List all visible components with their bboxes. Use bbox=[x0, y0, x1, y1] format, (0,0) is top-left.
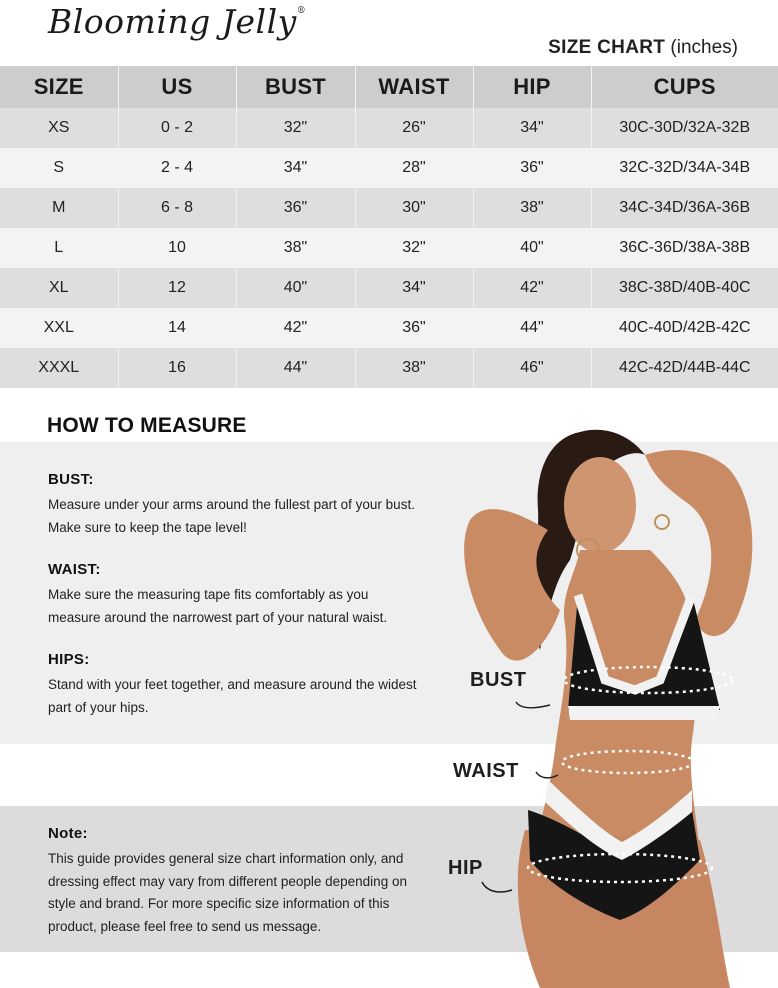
cell-cups: 38C-38D/40B-40C bbox=[591, 268, 778, 308]
waist-line-1: Make sure the measuring tape fits comfortably as you bbox=[48, 587, 369, 602]
cell-waist: 36" bbox=[355, 308, 473, 348]
column-header-waist: WAIST bbox=[355, 66, 473, 108]
cell-bust: 36" bbox=[236, 188, 355, 228]
table-row bbox=[0, 228, 778, 268]
cell-hip: 46" bbox=[473, 348, 591, 388]
column-header-size: SIZE bbox=[0, 66, 118, 108]
table-row bbox=[0, 148, 778, 188]
cell-waist: 38" bbox=[355, 348, 473, 388]
bust-arrow-icon bbox=[516, 702, 550, 708]
cell-bust: 40" bbox=[236, 268, 355, 308]
note-line-2: dressing effect may vary from different people depending on bbox=[48, 873, 407, 889]
cell-us: 6 - 8 bbox=[118, 188, 236, 228]
note-heading: Note: bbox=[48, 825, 88, 842]
cell-waist: 32" bbox=[355, 228, 473, 268]
waist-label: WAIST bbox=[453, 760, 519, 782]
cell-us: 10 bbox=[118, 228, 236, 268]
column-header-bust: BUST bbox=[236, 66, 355, 108]
column-header-us: US bbox=[118, 66, 236, 108]
table-row bbox=[0, 188, 778, 228]
cell-size: XXXL bbox=[0, 348, 118, 388]
bust-label: BUST bbox=[470, 669, 527, 691]
cell-size: L bbox=[0, 228, 118, 268]
cell-hip: 34" bbox=[473, 108, 591, 148]
cell-bust: 34" bbox=[236, 148, 355, 188]
cell-us: 14 bbox=[118, 308, 236, 348]
column-header-hip: HIP bbox=[473, 66, 591, 108]
brand-name: Blooming Jelly bbox=[48, 2, 297, 41]
cell-cups: 40C-40D/42B-42C bbox=[591, 308, 778, 348]
cell-cups: 36C-36D/38A-38B bbox=[591, 228, 778, 268]
cell-size: XL bbox=[0, 268, 118, 308]
table-row bbox=[0, 268, 778, 308]
note-block bbox=[48, 825, 438, 938]
cell-bust: 32" bbox=[236, 108, 355, 148]
cell-size: M bbox=[0, 188, 118, 228]
hips-line-2: part of your hips. bbox=[48, 699, 149, 715]
cell-hip: 40" bbox=[473, 228, 591, 268]
cell-waist: 26" bbox=[355, 108, 473, 148]
note-line-3: style and brand. For more specific size information of this bbox=[48, 896, 390, 911]
hip-label: HIP bbox=[448, 857, 483, 879]
table-header-row bbox=[0, 66, 778, 108]
cell-cups: 30C-30D/32A-32B bbox=[591, 108, 778, 148]
model-face bbox=[564, 457, 636, 553]
cell-us: 16 bbox=[118, 348, 236, 388]
bust-line-1: Measure under your arms around the fullest part of your bust. bbox=[48, 497, 415, 512]
table-row bbox=[0, 108, 778, 148]
hip-arrow-icon bbox=[482, 882, 512, 892]
cell-hip: 38" bbox=[473, 188, 591, 228]
cell-size: XS bbox=[0, 108, 118, 148]
cell-bust: 42" bbox=[236, 308, 355, 348]
column-header-cups: CUPS bbox=[591, 66, 778, 108]
cell-size: XXL bbox=[0, 308, 118, 348]
hips-instructions bbox=[48, 651, 448, 719]
bikini-band bbox=[568, 706, 720, 720]
size-chart-unit: (inches) bbox=[670, 37, 738, 58]
registered-mark: ® bbox=[296, 6, 307, 16]
waist-instructions bbox=[48, 561, 448, 629]
table-row bbox=[0, 308, 778, 348]
cell-hip: 44" bbox=[473, 308, 591, 348]
hips-heading: HIPS: bbox=[48, 651, 90, 668]
note-line-4: product, please feel free to send us message. bbox=[48, 918, 322, 934]
cell-cups: 32C-32D/34A-34B bbox=[591, 148, 778, 188]
size-chart-title: SIZE CHART bbox=[548, 37, 666, 58]
size-chart-heading bbox=[548, 37, 738, 59]
cell-cups: 34C-34D/36A-36B bbox=[591, 188, 778, 228]
cell-us: 2 - 4 bbox=[118, 148, 236, 188]
cell-us: 0 - 2 bbox=[118, 108, 236, 148]
model-figure bbox=[430, 410, 778, 988]
cell-hip: 42" bbox=[473, 268, 591, 308]
cell-waist: 28" bbox=[355, 148, 473, 188]
cell-waist: 30" bbox=[355, 188, 473, 228]
cell-bust: 38" bbox=[236, 228, 355, 268]
waist-line-2: measure around the narrowest part of your natural waist. bbox=[48, 609, 388, 625]
table-row bbox=[0, 348, 778, 388]
model-illustration bbox=[430, 410, 778, 988]
cell-us: 12 bbox=[118, 268, 236, 308]
how-to-measure-title: HOW TO MEASURE bbox=[47, 414, 247, 437]
bust-heading: BUST: bbox=[48, 471, 94, 488]
cell-hip: 36" bbox=[473, 148, 591, 188]
bust-line-2: Make sure to keep the tape level! bbox=[48, 519, 247, 535]
model-earring-right bbox=[655, 515, 669, 529]
size-chart-table bbox=[0, 66, 778, 388]
waist-heading: WAIST: bbox=[48, 561, 101, 578]
brand-logo bbox=[48, 2, 306, 41]
hips-line-1: Stand with your feet together, and measure around the widest bbox=[48, 677, 417, 692]
cell-cups: 42C-42D/44B-44C bbox=[591, 348, 778, 388]
cell-waist: 34" bbox=[355, 268, 473, 308]
bust-instructions bbox=[48, 471, 448, 539]
cell-size: S bbox=[0, 148, 118, 188]
cell-bust: 44" bbox=[236, 348, 355, 388]
note-line-1: This guide provides general size chart information only, and bbox=[48, 851, 404, 866]
